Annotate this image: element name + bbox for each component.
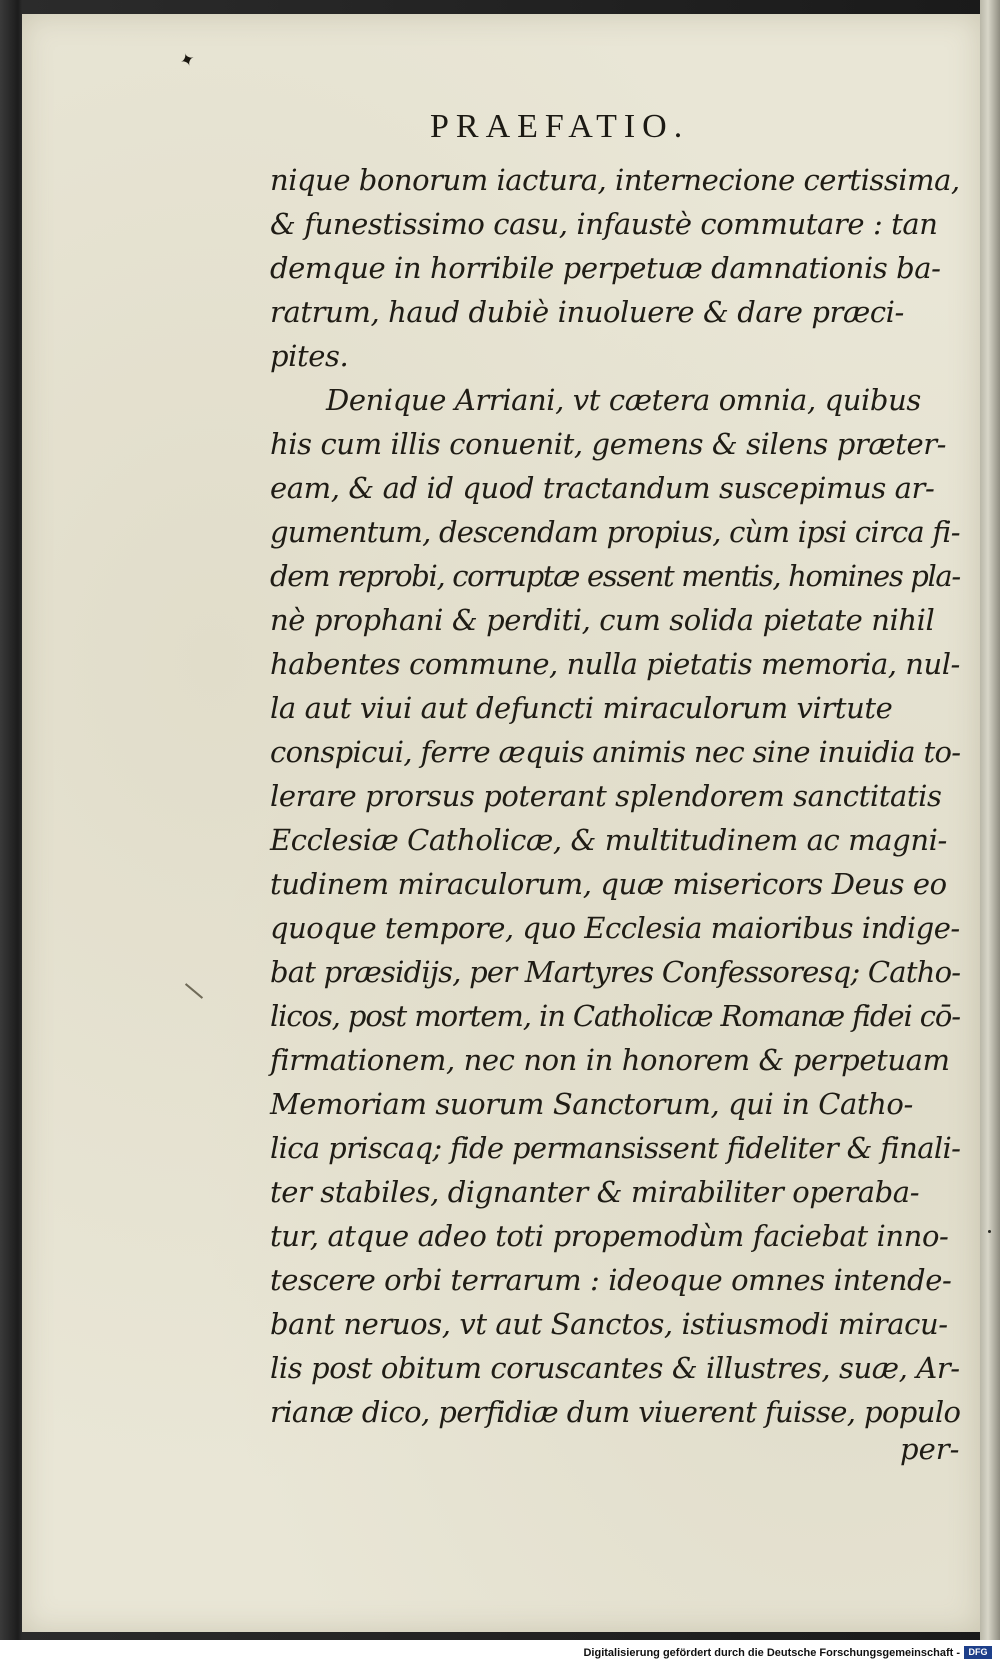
text-line: pites. bbox=[270, 339, 349, 373]
footer-credit[interactable]: Digitalisierung gefördert durch die Deutsche Forschungsgemeinschaft - bbox=[583, 1647, 960, 1659]
text-line: licos, post mortem, in Catholicæ Romanæ fidei cō- bbox=[270, 999, 960, 1033]
text-line: nè prophani & perditi, cum solida pietate nihil bbox=[270, 603, 935, 637]
text-line: la aut viui aut defuncti miraculorum virtute bbox=[270, 691, 893, 725]
text-line: tescere orbi terrarum : ideoque omnes intende- bbox=[270, 1263, 952, 1297]
text-line: firmationem, nec non in honorem & perpetuam bbox=[270, 1043, 950, 1077]
margin-mark bbox=[988, 1230, 991, 1233]
text-line: ratrum, haud dubiè inuoluere & dare præci- bbox=[270, 295, 904, 329]
text-line: lica priscaq; fide permansissent fideliter & finali- bbox=[270, 1131, 961, 1165]
body-text bbox=[270, 158, 970, 1434]
text-line: eam, & ad id quod tractandum suscepimus ar- bbox=[270, 471, 935, 505]
text-line: demque in horribile perpetuæ damnationis ba- bbox=[270, 251, 941, 285]
text-line: quoque tempore, quo Ecclesia maioribus indige- bbox=[270, 911, 960, 945]
text-line: gumentum, descendam propius, cùm ipsi circa fi- bbox=[270, 515, 960, 549]
text-line: dem reprobi, corruptæ essent mentis, homines pla- bbox=[270, 559, 960, 593]
text-line: habentes commune, nulla pietatis memoria, nul- bbox=[270, 647, 960, 681]
text-line: Memoriam suorum Sanctorum, qui in Catho- bbox=[270, 1087, 913, 1121]
text-line: & funestissimo casu, infaustè commutare : tan bbox=[270, 207, 938, 241]
text-line: his cum illis conuenit, gemens & silens præter- bbox=[270, 427, 947, 461]
text-line: tudinem miraculorum, quæ misericors Deus eo bbox=[270, 867, 947, 901]
text-line: nique bonorum iactura, internecione certissima, bbox=[270, 163, 960, 197]
text-line: tur, atque adeo toti propemodùm faciebat inno- bbox=[270, 1219, 949, 1253]
text-line: bant neruos, vt aut Sanctos, istiusmodi miracu- bbox=[270, 1307, 948, 1341]
page-edge-strip bbox=[980, 0, 1000, 1640]
text-line: lis post obitum coruscantes & illustres, suæ, Ar- bbox=[270, 1351, 960, 1385]
text-line: Ecclesiæ Catholicæ, & multitudinem ac magni- bbox=[270, 823, 947, 857]
text-line: bat præsidijs, per Martyres Confessoresq; Catho- bbox=[270, 955, 961, 989]
running-head: PRAEFATIO. bbox=[430, 108, 690, 145]
ink-blot: ✦ bbox=[176, 48, 198, 73]
text-line: Denique Arriani, vt cætera omnia, quibus bbox=[326, 383, 921, 417]
text-line: ter stabiles, dignanter & mirabiliter operaba- bbox=[270, 1175, 920, 1209]
text-line: rianæ dico, perfidiæ dum viuerent fuisse, populo bbox=[270, 1395, 961, 1429]
text-line: conspicui, ferre æquis animis nec sine inuidia to- bbox=[270, 735, 961, 769]
text-line: lerare prorsus poterant splendorem sanctitatis bbox=[270, 779, 942, 813]
dfg-logo[interactable]: DFG bbox=[964, 1646, 992, 1659]
catchword: per- bbox=[900, 1432, 960, 1466]
